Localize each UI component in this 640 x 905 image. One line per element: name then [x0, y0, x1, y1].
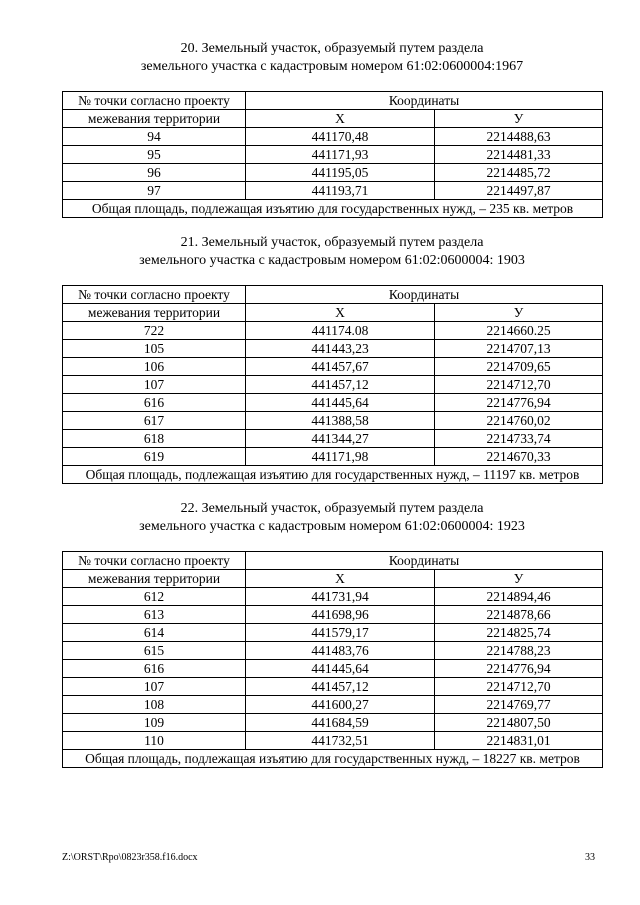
section-21-table [62, 285, 603, 484]
point-cell: 108 [63, 696, 246, 714]
point-cell: 109 [63, 714, 246, 732]
y-coordinate-cell: 2214776,94 [435, 660, 603, 678]
y-coordinate-cell: 2214788,23 [435, 642, 603, 660]
header-x: Х [246, 570, 435, 588]
header-y: У [435, 110, 603, 128]
x-coordinate-cell: 441445,64 [246, 394, 435, 412]
x-coordinate-cell: 441457,12 [246, 376, 435, 394]
x-coordinate-cell: 441171,98 [246, 448, 435, 466]
point-cell: 618 [63, 430, 246, 448]
y-coordinate-cell: 2214707,13 [435, 340, 603, 358]
section-20-title [62, 40, 602, 76]
header-point: № точки согласно проекту [63, 286, 246, 304]
table-row [63, 322, 603, 340]
header-point: № точки согласно проекту [63, 92, 246, 110]
header-point: № точки согласно проекту [63, 552, 246, 570]
total-area: Общая площадь, подлежащая изъятию для государственных нужд, – 235 кв. метров [63, 200, 603, 218]
y-coordinate-cell: 2214776,94 [435, 394, 603, 412]
point-cell: 616 [63, 394, 246, 412]
table-row [63, 358, 603, 376]
section-title-line2: земельного участка с кадастровым номером 61:02:0600004:1967 [140, 59, 524, 74]
table-row [63, 182, 603, 200]
x-coordinate-cell: 441170,48 [246, 128, 435, 146]
section-22-table [62, 551, 603, 768]
section-21-title [62, 234, 602, 270]
table-row [63, 376, 603, 394]
table-row [63, 412, 603, 430]
x-coordinate-cell: 441698,96 [246, 606, 435, 624]
x-coordinate-cell: 441600,27 [246, 696, 435, 714]
x-coordinate-cell: 441731,94 [246, 588, 435, 606]
y-coordinate-cell: 2214497,87 [435, 182, 603, 200]
y-coordinate-cell: 2214709,65 [435, 358, 603, 376]
x-coordinate-cell: 441193,71 [246, 182, 435, 200]
y-coordinate-cell: 2214760,02 [435, 412, 603, 430]
header-survey: межевания территории [63, 110, 246, 128]
table-row [63, 394, 603, 412]
point-cell: 106 [63, 358, 246, 376]
y-coordinate-cell: 2214670,33 [435, 448, 603, 466]
x-coordinate-cell: 441195,05 [246, 164, 435, 182]
y-coordinate-cell: 2214660.25 [435, 322, 603, 340]
table-row [63, 128, 603, 146]
point-cell: 617 [63, 412, 246, 430]
header-x: Х [246, 110, 435, 128]
y-coordinate-cell: 2214769,77 [435, 696, 603, 714]
table-row [63, 146, 603, 164]
point-cell: 722 [63, 322, 246, 340]
table-row [63, 606, 603, 624]
x-coordinate-cell: 441579,17 [246, 624, 435, 642]
x-coordinate-cell: 441388,58 [246, 412, 435, 430]
table-row [63, 696, 603, 714]
header-x: Х [246, 304, 435, 322]
section-title-line2: земельного участка с кадастровым номером 61:02:0600004: 1903 [139, 253, 525, 268]
header-y: У [435, 570, 603, 588]
section-20-table [62, 91, 603, 218]
x-coordinate-cell: 441684,59 [246, 714, 435, 732]
section-title-line1: 21. Земельный участок, образуемый путем раздела [180, 235, 484, 250]
y-coordinate-cell: 2214894,46 [435, 588, 603, 606]
point-cell: 616 [63, 660, 246, 678]
table-row [63, 732, 603, 750]
header-survey: межевания территории [63, 304, 246, 322]
total-area: Общая площадь, подлежащая изъятию для государственных нужд, – 11197 кв. метров [63, 466, 603, 484]
x-coordinate-cell: 441443,23 [246, 340, 435, 358]
y-coordinate-cell: 2214488,63 [435, 128, 603, 146]
header-coords: Координаты [246, 552, 603, 570]
point-cell: 97 [63, 182, 246, 200]
y-coordinate-cell: 2214831,01 [435, 732, 603, 750]
y-coordinate-cell: 2214878,66 [435, 606, 603, 624]
header-coords: Координаты [246, 286, 603, 304]
table-row [63, 588, 603, 606]
header-coords: Координаты [246, 92, 603, 110]
section-22-title [62, 500, 602, 536]
x-coordinate-cell: 441344,27 [246, 430, 435, 448]
section-title-line2: земельного участка с кадастровым номером 61:02:0600004: 1923 [139, 519, 525, 534]
x-coordinate-cell: 441457,12 [246, 678, 435, 696]
point-cell: 110 [63, 732, 246, 750]
y-coordinate-cell: 2214807,50 [435, 714, 603, 732]
y-coordinate-cell: 2214481,33 [435, 146, 603, 164]
table-row [63, 624, 603, 642]
point-cell: 94 [63, 128, 246, 146]
point-cell: 105 [63, 340, 246, 358]
footer-file-path: Z:\ORST\Rpo\0823r358.f16.docx [62, 852, 198, 863]
table-row [63, 642, 603, 660]
section-title-line1: 22. Земельный участок, образуемый путем раздела [180, 501, 484, 516]
point-cell: 615 [63, 642, 246, 660]
point-cell: 95 [63, 146, 246, 164]
table-body [63, 128, 603, 200]
y-coordinate-cell: 2214712,70 [435, 678, 603, 696]
point-cell: 107 [63, 678, 246, 696]
total-area: Общая площадь, подлежащая изъятию для государственных нужд, – 18227 кв. метров [63, 750, 603, 768]
table-row [63, 164, 603, 182]
point-cell: 613 [63, 606, 246, 624]
table-body [63, 322, 603, 466]
x-coordinate-cell: 441732,51 [246, 732, 435, 750]
table-body [63, 588, 603, 750]
y-coordinate-cell: 2214733,74 [435, 430, 603, 448]
point-cell: 107 [63, 376, 246, 394]
table-row [63, 430, 603, 448]
x-coordinate-cell: 441445,64 [246, 660, 435, 678]
y-coordinate-cell: 2214825,74 [435, 624, 603, 642]
y-coordinate-cell: 2214485,72 [435, 164, 603, 182]
y-coordinate-cell: 2214712,70 [435, 376, 603, 394]
table-row [63, 340, 603, 358]
x-coordinate-cell: 441483,76 [246, 642, 435, 660]
point-cell: 96 [63, 164, 246, 182]
x-coordinate-cell: 441171,93 [246, 146, 435, 164]
header-y: У [435, 304, 603, 322]
header-survey: межевания территории [63, 570, 246, 588]
table-row [63, 678, 603, 696]
section-title-line1: 20. Земельный участок, образуемый путем раздела [180, 41, 484, 56]
table-row [63, 660, 603, 678]
point-cell: 619 [63, 448, 246, 466]
footer-page-number: 33 [585, 852, 595, 863]
x-coordinate-cell: 441174.08 [246, 322, 435, 340]
table-row [63, 448, 603, 466]
table-row [63, 714, 603, 732]
x-coordinate-cell: 441457,67 [246, 358, 435, 376]
point-cell: 614 [63, 624, 246, 642]
point-cell: 612 [63, 588, 246, 606]
